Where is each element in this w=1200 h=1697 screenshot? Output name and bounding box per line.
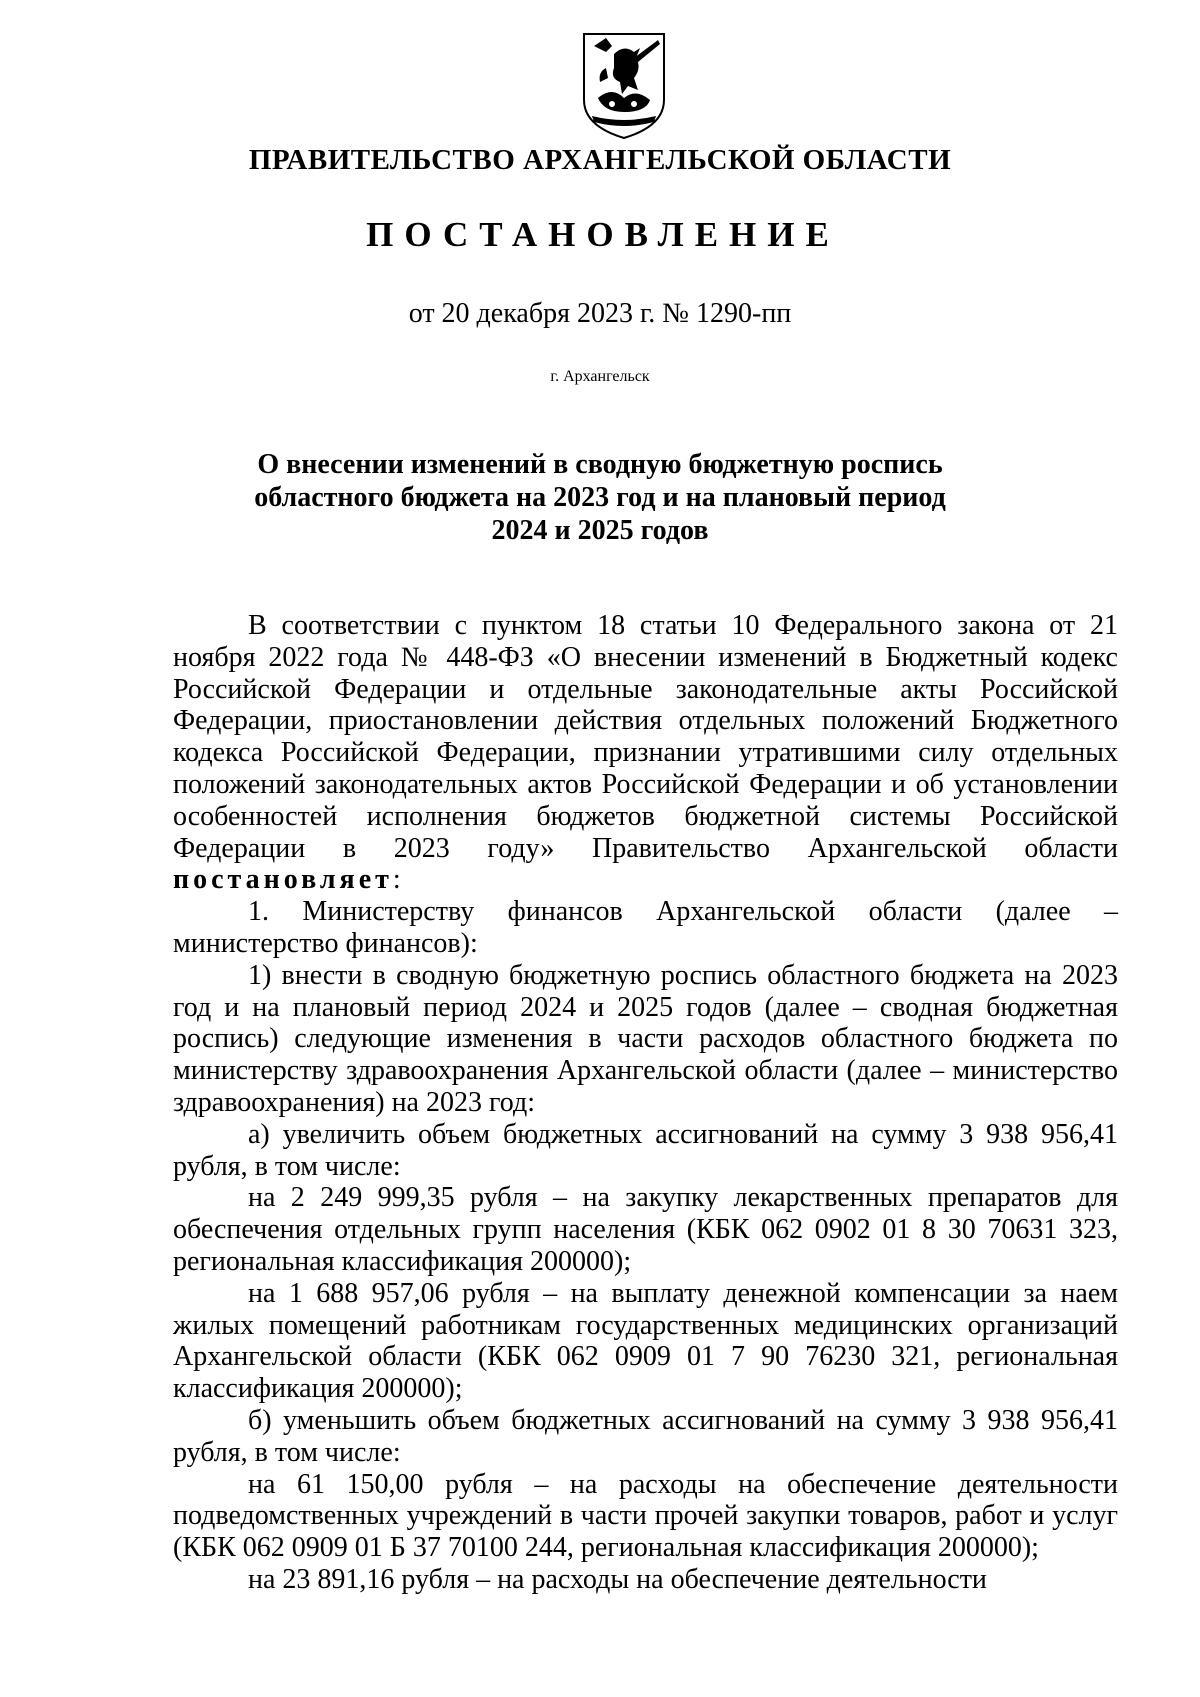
- title-line: 2024 и 2025 годов: [491, 515, 709, 546]
- document-body: [173, 610, 1118, 1596]
- preamble-paragraph: [173, 610, 1118, 896]
- clause-paragraph: 1. Министерству финансов Архангельской области (далее – министерство финансов):: [173, 896, 1118, 959]
- clause-paragraph: на 23 891,16 рубля – на расходы на обеспечение деятельности: [248, 1563, 987, 1595]
- coat-of-arms-emblem: [576, 28, 672, 142]
- resolves-word: постановляет: [173, 864, 393, 896]
- document-date-number: от 20 декабря 2023 г. № 1290-пп: [408, 298, 792, 329]
- document-city: г. Архангельск: [550, 368, 650, 385]
- document-type: ПОСТАНОВЛЕНИЕ: [366, 215, 840, 254]
- clause-paragraph: 1) внести в сводную бюджетную роспись областного бюджета на 2023 год и на плановый период 2024 и 2025 годов (далее – сводная бюджетная роспись) следующие изменения в части расходов областного бюджета по министерству здравоохранения Архангельской области (далее – министерство здравоохранения) на 2023 год:: [173, 959, 1118, 1118]
- preamble-text: В соответствии с пунктом 18 статьи 10 Федерального закона от 21 ноября 2022 года № 448-ФЗ «О внесении изменений в Бюджетный кодекс Российской Федерации и отдельные законодательные акты Российской Федерации, приостановлении действия отдельных положений Бюджетного кодекса Российской Федерации, признании утратившими силу отдельных положений законодательных актов Российской Федерации и об установлении особенностей исполнения бюджетов бюджетной системы Российской Федерации в 2023 году» Правительство Архангельской области: [173, 610, 1118, 864]
- title-line: О внесении изменений в сводную бюджетную роспись: [257, 449, 943, 480]
- title-line: областного бюджета на 2023 год и на плановый период: [254, 482, 946, 513]
- resolves-colon: :: [392, 864, 401, 896]
- clause-paragraph: а) увеличить объем бюджетных ассигнований на сумму 3 938 956,41 рубля, в том числе:: [173, 1118, 1118, 1182]
- clause-paragraph: на 61 150,00 рубля – на расходы на обеспечение деятельности подведомственных учреждений в части прочей закупки товаров, работ и услуг (КБК 062 0909 01 Б 37 70100 244, региональная классификация 200000);: [173, 1468, 1118, 1564]
- clause-paragraph: на 2 249 999,35 рубля – на закупку лекарственных препаратов для обеспечения отдельных групп населения (КБК 062 0902 01 8 30 70631 323, региональная классификация 200000);: [173, 1182, 1118, 1277]
- document-title: [0, 448, 1200, 547]
- clause-paragraph: на 1 688 957,06 рубля – на выплату денежной компенсации за наем жилых помещений работникам государственных медицинских организаций Архангельской области (КБК 062 0909 01 7 90 76230 321, региональная классификация 200000);: [173, 1277, 1118, 1405]
- organization-name: ПРАВИТЕЛЬСТВО АРХАНГЕЛЬСКОЙ ОБЛАСТИ: [248, 144, 952, 176]
- clause-paragraph: б) уменьшить объем бюджетных ассигнований на сумму 3 938 956,41 рубля, в том числе:: [173, 1404, 1118, 1468]
